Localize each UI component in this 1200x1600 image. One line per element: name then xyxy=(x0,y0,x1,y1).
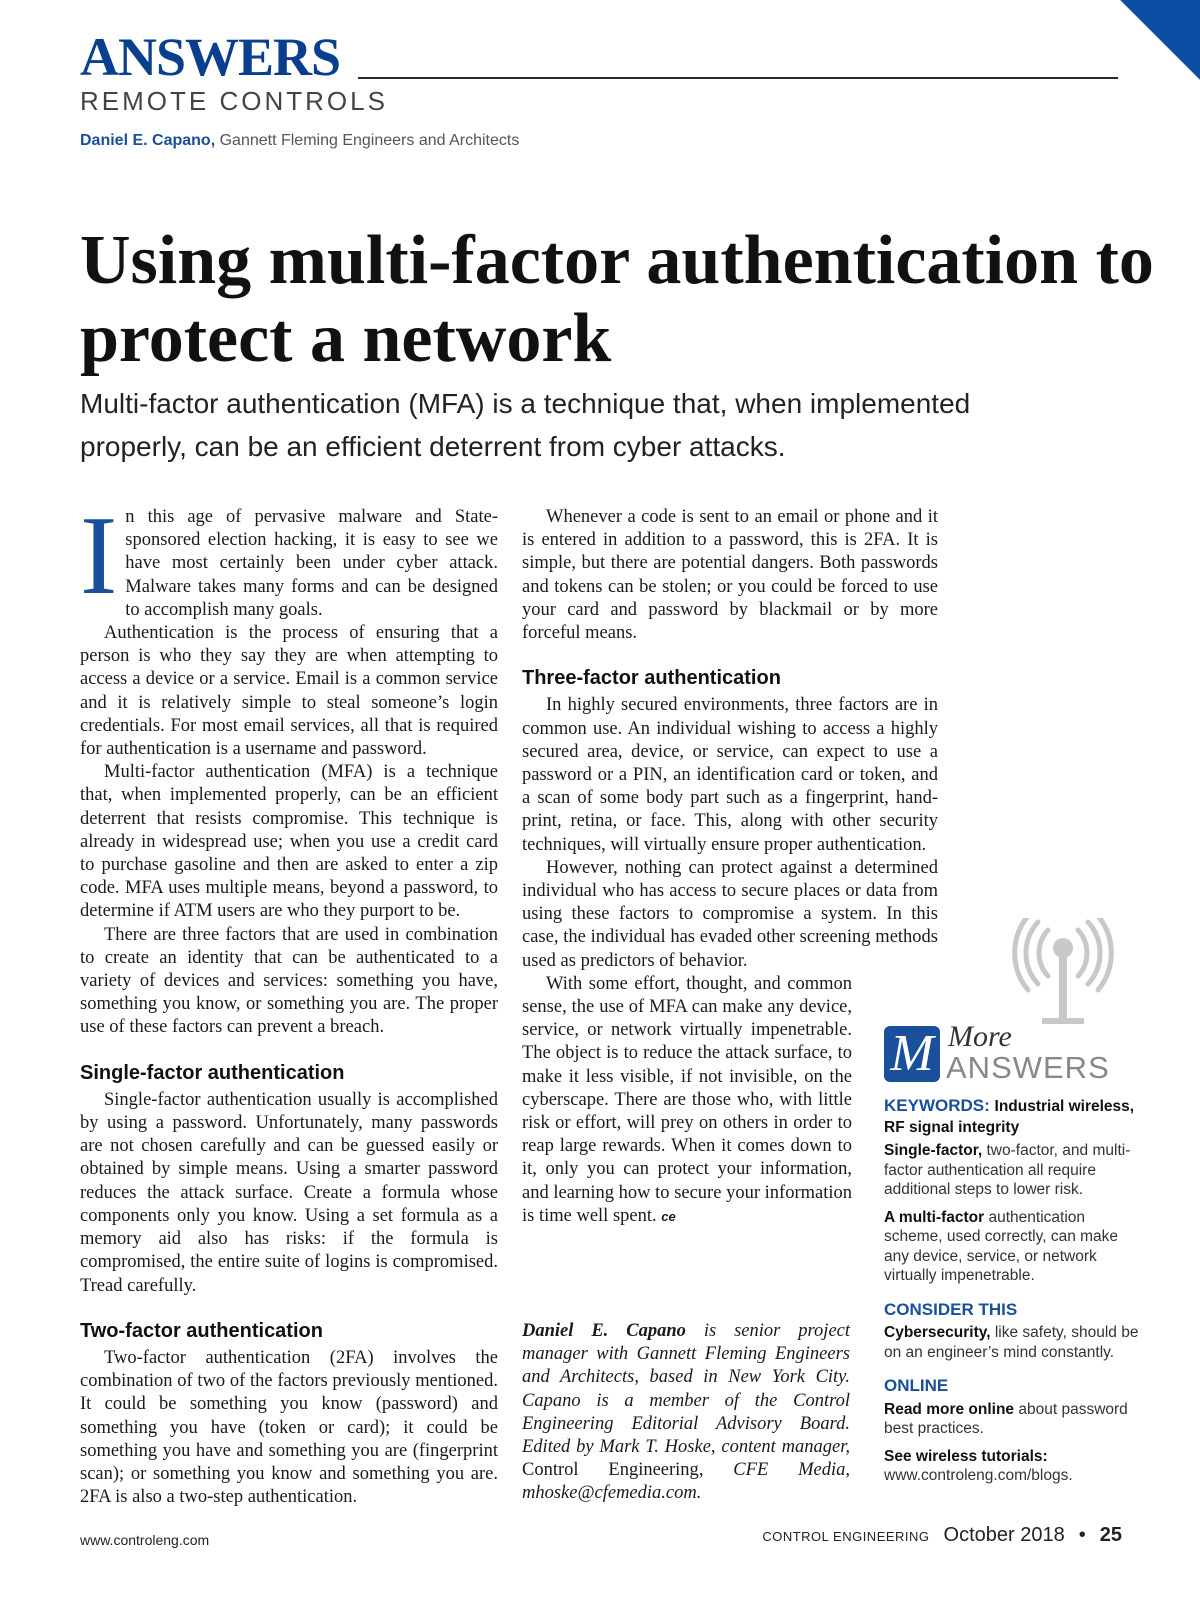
byline xyxy=(80,132,519,150)
footer-website[interactable]: www.controleng.com xyxy=(80,1532,210,1548)
sidebar-item-bold: A multi-factor xyxy=(884,1208,985,1226)
bio-name: Daniel E. Capano xyxy=(522,1321,686,1341)
sidebar-item-bold: Single-factor, xyxy=(884,1142,983,1159)
sidebar-item xyxy=(884,1208,1144,1286)
page-number: 25 xyxy=(1099,1524,1122,1546)
section-topic: REMOTE CONTROLS xyxy=(80,86,388,116)
more-word: More xyxy=(948,1020,1012,1053)
author-bio xyxy=(522,1320,850,1506)
body-paragraph: Two-factor authentication (2FA) involves the combination of two of the factors previously mentioned. It could be something you know (password) and something you have (token or card); it could be something you have and something you are (fingerprint scan); or something you know and something you are. 2FA is also a two-step authentication. xyxy=(80,1347,498,1508)
sidebar-item-bold: See wireless tutorials: xyxy=(884,1447,1048,1465)
body-paragraph: Authentication is the process of ensuring that a person is who they say they are when attempting to access a device or a service. Email is a common service and it is relatively simple to steal someone’s login credentials. For most email services, all that is required for authentication is a username and password. xyxy=(80,623,498,760)
bio-publication: Control Engineering xyxy=(522,1460,699,1481)
drop-cap: I xyxy=(80,494,118,618)
body-paragraph xyxy=(522,973,852,1228)
sidebar-item xyxy=(884,1447,1144,1486)
column-2 xyxy=(522,506,938,1228)
body-paragraph: n this age of pervasive malware and State-sponsored election hacking, it is easy to see we have most certainly been under cyber attack. Malware takes many forms and can be designed to accomplish many goals. xyxy=(125,507,498,620)
footer-bullet: • xyxy=(1078,1524,1086,1546)
sidebar-item-text: like safety, should be on an engineer’s mind constantly. xyxy=(884,1324,1139,1361)
body-paragraph: Multi-factor authentication (MFA) is a technique that, when implemented properly, can be an efficient deterrent that resists compromise. This technique is already in widespread use; when you use a credit card to purchase gasoline and then are asked to enter a zip code. MFA uses multiple means, beyond a password, to determine if ATM users are who they purport to be. xyxy=(80,762,498,922)
keywords-label: KEYWORDS: xyxy=(884,1096,990,1115)
sidebar-item-text: about password best practices. xyxy=(884,1400,1128,1437)
body-paragraph-text: With some effort, thought, and common sense, the use of MFA can make any device, service, or network virtually impenetrable. The object is to reduce the attack surface, to make it less visible, if not invisible, on the cyberscape. There are those who, with little risk or effort, will prey on others in order to reap large rewards. When it comes down to it, only you can protect your information, and learning how to secure your information is time well spent. xyxy=(522,973,852,1226)
sidebar-item xyxy=(884,1400,1144,1439)
author-name: Daniel E. Capano, xyxy=(80,132,216,149)
section-label: ANSWERS xyxy=(80,27,341,87)
keywords-heading xyxy=(884,1096,1144,1137)
footer-date: October 2018 xyxy=(943,1524,1065,1546)
corner-triangle-icon xyxy=(1080,0,1200,120)
article-title: Using multi-factor authentication to protect a network xyxy=(80,222,1154,377)
author-affiliation: Gannett Fleming Engineers and Architects xyxy=(219,132,520,149)
sidebar-item-bold: Read more online xyxy=(884,1400,1015,1418)
subheading-three-factor: Three-factor authentication xyxy=(522,667,781,690)
bio-text: is senior project manager with Gannett Fleming Engineers and Architects, based in New York City. Capano is a member of the Control Engineering Editorial Advisory Board. Edited by Mark T. Hoske, content manager, xyxy=(522,1321,851,1458)
consider-heading: CONSIDER THIS xyxy=(884,1299,1018,1319)
footer-folio xyxy=(762,1524,1122,1547)
body-paragraph: In highly secured environments, three factors are in common use. An individual wishing to access a highly secured area, device, or service, can expect to use a password or a PIN, an identification card or token, and a scan of some body part such as a fingerprint, hand-print, retina, or face. This, along with other security techniques, will virtually ensure proper authentication. xyxy=(522,695,938,855)
column-1 xyxy=(80,494,498,1509)
footer-publication: CONTROL ENGINEERING xyxy=(762,1529,930,1544)
keywords-text: Industrial wireless, RF signal integrity xyxy=(884,1098,1135,1136)
sidebar-item-text: authentication scheme, used correctly, can make any device, service, or network virtually impenetrable. xyxy=(884,1208,1119,1284)
article-deck: Multi-factor authentication (MFA) is a technique that, when implemented properly, can be an efficient deterrent from cyber attacks. xyxy=(80,388,971,462)
body-paragraph: There are three factors that are used in combination to create an identity that can be authenticated to a variety of devices and services: something you have, something you know, or something you are. The proper use of these factors can prevent a breach. xyxy=(80,924,498,1038)
subheading-single-factor: Single-factor authentication xyxy=(80,1061,345,1084)
sidebar-item-bold: Cybersecurity, xyxy=(884,1324,991,1341)
body-paragraph: Whenever a code is sent to an email or phone and it is entered in addition to a password, this is 2FA. It is simple, but there are potential dangers. Both passwords and tokens can be stolen; or you could be forced to use your card and password by blackmail or by more forceful means. xyxy=(522,507,938,644)
subheading-two-factor: Two-factor authentication xyxy=(80,1319,323,1342)
body-paragraph: However, nothing can protect against a determined individual who has access to secure places or data from using these factors to compromise a system. In this case, the individual has evaded other screening methods used as predictors of behavior. xyxy=(522,857,938,971)
header-rule xyxy=(358,77,1118,79)
online-heading: ONLINE xyxy=(884,1376,949,1395)
tutorials-link[interactable]: www.controleng.com/blogs. xyxy=(884,1467,1073,1484)
more-answers-sidebar xyxy=(884,1096,1144,1494)
sidebar-item xyxy=(884,1141,1144,1200)
sidebar-item xyxy=(884,1323,1144,1362)
antenna-signal-icon xyxy=(1000,918,1126,1038)
more-answers-word: ANSWERS xyxy=(946,1050,1110,1085)
more-answers-logo-icon: M xyxy=(884,1026,940,1082)
end-mark: ce xyxy=(661,1208,676,1224)
body-paragraph: Single-factor authentication usually is accomplished by using a password. Unfortunately, many passwords are not chosen carefully and can be guessed easily or obtained by simple means. Using a smarter password reduces the attack surface. Create a formula whose components only you know. Using a set formula as a memory aid also has risks: if the formula is compromised, the entire suite of logins is compromised. Tread carefully. xyxy=(80,1089,498,1296)
sidebar-item-text: two-factor, and multi-factor authentication all require additional steps to lower risk. xyxy=(884,1142,1131,1198)
bio-text-end: , CFE Media, mhoske@cfemedia.com. xyxy=(522,1460,850,1504)
